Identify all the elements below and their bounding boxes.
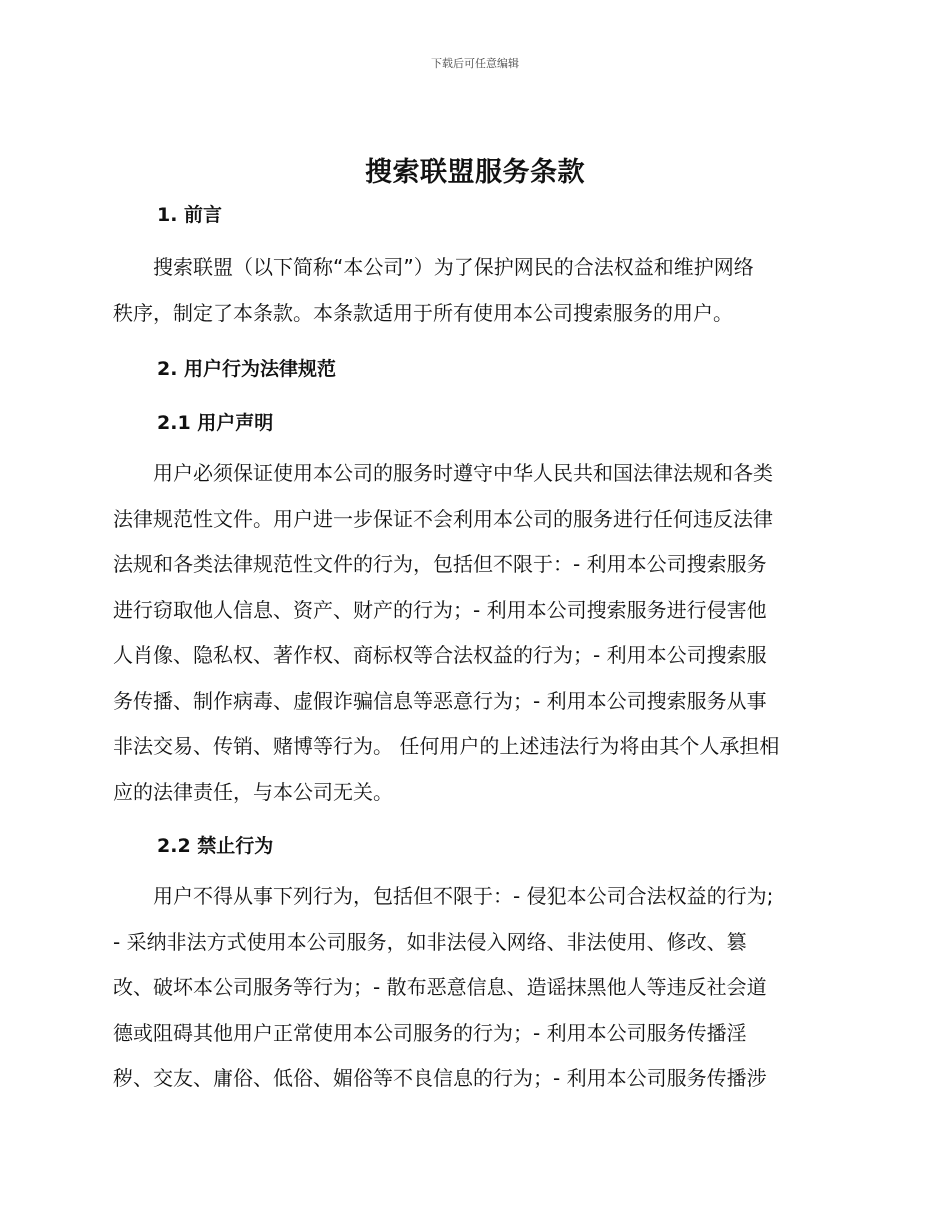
paragraph-line: 进行窃取他人信息、资产、财产的行为；- 利用本公司搜索服务进行侵害他 <box>113 597 767 622</box>
paragraph-line: 秽、交友、庸俗、低俗、媚俗等不良信息的行为；- 利用本公司服务传播涉 <box>113 1066 767 1090</box>
section-heading-user-declaration: 2.1 用户声明 <box>157 412 274 434</box>
paragraph-user-declaration <box>113 451 843 815</box>
paragraph-line: 改、破坏本公司服务等行为；- 散布恶意信息、造谣抹黑他人等违反社会道 <box>113 975 767 999</box>
paragraph-line: 法规和各类法律规范性文件的行为，包括但不限于：- 利用本公司搜索服务 <box>113 552 767 576</box>
section-heading-prohibited-conduct: 2.2 禁止行为 <box>157 835 274 857</box>
paragraph-line: 法律规范性文件。用户进一步保证不会利用本公司的服务进行任何违反法律 <box>113 506 773 531</box>
paragraph-preface <box>113 245 843 336</box>
paragraph-line: 非法交易、传销、赌博等行为。 任何用户的上述违法行为将由其个人承担相 <box>113 734 780 758</box>
paragraph-line: 德或阻碍其他用户正常使用本公司服务的行为；- 利用本公司服务传播淫 <box>113 1020 747 1045</box>
paragraph-line: 用户不得从事下列行为，包括但不限于：- 侵犯本公司合法权益的行为; <box>113 884 774 908</box>
paragraph-line: 用户必须保证使用本公司的服务时遵守中华人民共和国法律法规和各类 <box>113 461 773 485</box>
paragraph-prohibited-conduct <box>113 874 843 1102</box>
paragraph-line: 秩序，制定了本条款。本条款适用于所有使用本公司搜索服务的用户。 <box>113 300 733 325</box>
paragraph-line: 人肖像、隐私权、著作权、商标权等合法权益的行为；- 利用本公司搜索服 <box>113 643 767 667</box>
section-heading-preface: 1. 前言 <box>157 204 223 226</box>
paragraph-line: - 采纳非法方式使用本公司服务，如非法侵入网络、非法使用、修改、篡 <box>113 929 747 954</box>
paragraph-line: 搜索联盟（以下简称“本公司”）为了保护网民的合法权益和维护网络 <box>113 255 754 279</box>
paragraph-line: 应的法律责任，与本公司无关。 <box>113 779 393 804</box>
document-title: 搜索联盟服务条款 <box>365 157 585 188</box>
section-heading-user-conduct: 2. 用户行为法律规范 <box>157 358 337 380</box>
paragraph-line: 务传播、制作病毒、虚假诈骗信息等恶意行为；- 利用本公司搜索服务从事 <box>113 688 767 713</box>
header-note: 下载后可任意编辑 <box>431 57 519 70</box>
